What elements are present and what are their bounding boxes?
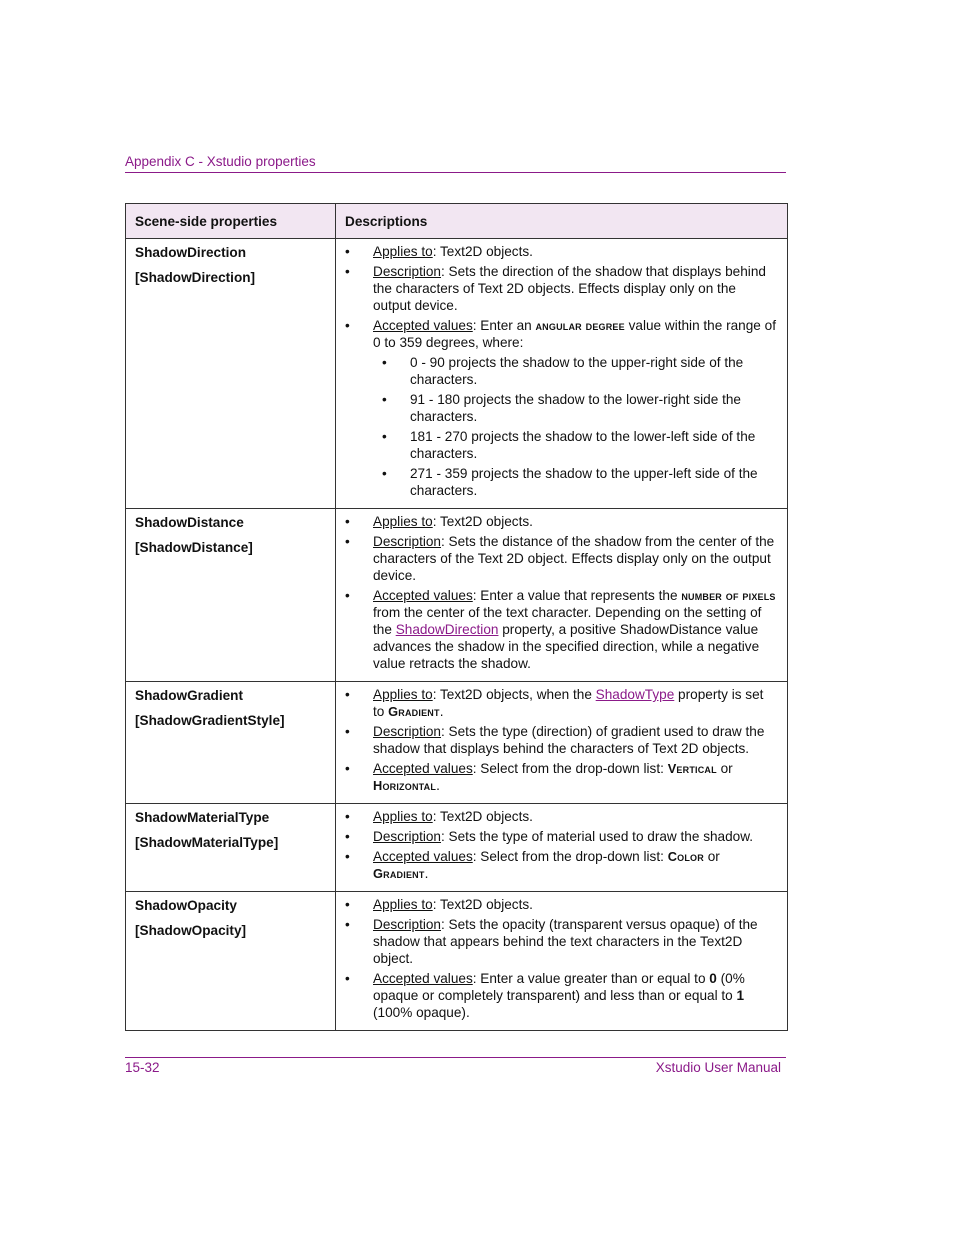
running-header: Appendix C - Xstudio properties	[125, 154, 316, 169]
accepted-values-label: Accepted values	[373, 761, 473, 776]
list-item: • Applies to: Text2D objects.	[345, 808, 777, 825]
sub-list	[373, 354, 777, 499]
list-item: • Description: Sets the distance of the shadow from the center of the characters of the Text 2D object. Effects display only on the output device.	[345, 533, 777, 584]
table-row	[126, 682, 788, 804]
description-cell	[336, 892, 788, 1031]
properties-table	[125, 203, 788, 1031]
sub-list-item: • 181 - 270 projects the shadow to the lower-left side of the characters.	[373, 428, 777, 462]
property-name: ShadowGradient	[135, 688, 244, 703]
description-list	[345, 513, 777, 672]
footer-rule	[125, 1057, 786, 1058]
applies-to-label: Applies to	[373, 244, 433, 259]
property-name: ShadowMaterialType	[135, 810, 270, 825]
sub-list-item: • 91 - 180 projects the shadow to the lower-right side the characters.	[373, 391, 777, 425]
list-item: • Accepted values: Enter an angular degree value within the range of 0 to 359 degrees, where: • 0 - 90 projects the shadow to the upper-right side of the characters. • 91 - 180 projects the shadow to the lower-right side the characters. • 181 - 270 projects the shadow to the lower-left side of the characters. • 271 - 359 projects the shadow to the upper-left side of the characters.	[345, 317, 777, 499]
list-item: • Applies to: Text2D objects.	[345, 513, 777, 530]
header-rule	[125, 172, 786, 173]
description-cell	[336, 804, 788, 892]
property-alias: [ShadowDirection]	[135, 270, 256, 285]
table-row	[126, 239, 788, 509]
shadowdirection-link[interactable]: ShadowDirection	[395, 622, 499, 637]
description-list	[345, 808, 777, 882]
applies-to-label: Applies to	[373, 687, 433, 702]
description-cell	[336, 509, 788, 682]
applies-to-label: Applies to	[373, 514, 433, 529]
accepted-values-label: Accepted values	[373, 588, 473, 603]
description-label: Description	[373, 534, 441, 549]
description-cell	[336, 239, 788, 509]
table-header-row	[126, 204, 788, 239]
list-item: • Accepted values: Enter a value greater than or equal to 0 (0% opaque or completely transparent) and less than or equal to 1 (100% opaque).	[345, 970, 777, 1021]
list-item: • Description: Sets the type of material used to draw the shadow.	[345, 828, 777, 845]
property-name: ShadowDirection	[135, 245, 247, 260]
description-list	[345, 896, 777, 1021]
sub-list-item: • 271 - 359 projects the shadow to the upper-left side of the characters.	[373, 465, 777, 499]
property-name: ShadowOpacity	[135, 898, 237, 913]
property-alias: [ShadowGradientStyle]	[135, 713, 285, 728]
list-item: • Accepted values: Enter a value that represents the number of pixels from the center of the text character. Depending on the setting of the ShadowDirection property, a positive ShadowDistance value advances the shadow in the specified direction, while a negative value retracts the shadow.	[345, 587, 777, 672]
accepted-values-label: Accepted values	[373, 971, 473, 986]
property-cell	[126, 892, 336, 1031]
property-alias: [ShadowMaterialType]	[135, 835, 279, 850]
list-item: • Applies to: Text2D objects.	[345, 896, 777, 913]
list-item: • Accepted values: Select from the drop-down list: Color or Gradient.	[345, 848, 777, 882]
shadowtype-link[interactable]: ShadowType	[595, 687, 675, 702]
description-label: Description	[373, 724, 441, 739]
table-row	[126, 509, 788, 682]
description-label: Description	[373, 917, 441, 932]
accepted-values-label: Accepted values	[373, 849, 473, 864]
description-label: Description	[373, 829, 441, 844]
property-cell	[126, 239, 336, 509]
accepted-values-label: Accepted values	[373, 318, 473, 333]
column-header-descriptions: Descriptions	[336, 204, 788, 239]
property-alias: [ShadowOpacity]	[135, 923, 247, 938]
list-item: • Description: Sets the type (direction) of gradient used to draw the shadow that displays behind the characters of Text 2D objects.	[345, 723, 777, 757]
page-number: 15-32	[125, 1060, 160, 1075]
property-alias: [ShadowDistance]	[135, 540, 253, 555]
description-label: Description	[373, 264, 441, 279]
list-item: • Applies to: Text2D objects, when the ShadowType property is set to Gradient.	[345, 686, 777, 720]
description-list	[345, 243, 777, 499]
description-cell	[336, 682, 788, 804]
property-cell	[126, 682, 336, 804]
applies-to-label: Applies to	[373, 897, 433, 912]
list-item: • Description: Sets the direction of the shadow that displays behind the characters of Text 2D objects. Effects display only on the output device.	[345, 263, 777, 314]
table-row	[126, 804, 788, 892]
list-item: • Accepted values: Select from the drop-down list: Vertical or Horizontal.	[345, 760, 777, 794]
applies-to-label: Applies to	[373, 809, 433, 824]
manual-title: Xstudio User Manual	[655, 1060, 781, 1075]
property-cell	[126, 804, 336, 892]
property-name: ShadowDistance	[135, 515, 244, 530]
property-cell	[126, 509, 336, 682]
column-header-properties: Scene-side properties	[126, 204, 336, 239]
list-item: • Description: Sets the opacity (transparent versus opaque) of the shadow that appears behind the text characters in the Text2D object.	[345, 916, 777, 967]
list-item: • Applies to: Text2D objects.	[345, 243, 777, 260]
description-list	[345, 686, 777, 794]
table-row	[126, 892, 788, 1031]
sub-list-item: • 0 - 90 projects the shadow to the upper-right side of the characters.	[373, 354, 777, 388]
